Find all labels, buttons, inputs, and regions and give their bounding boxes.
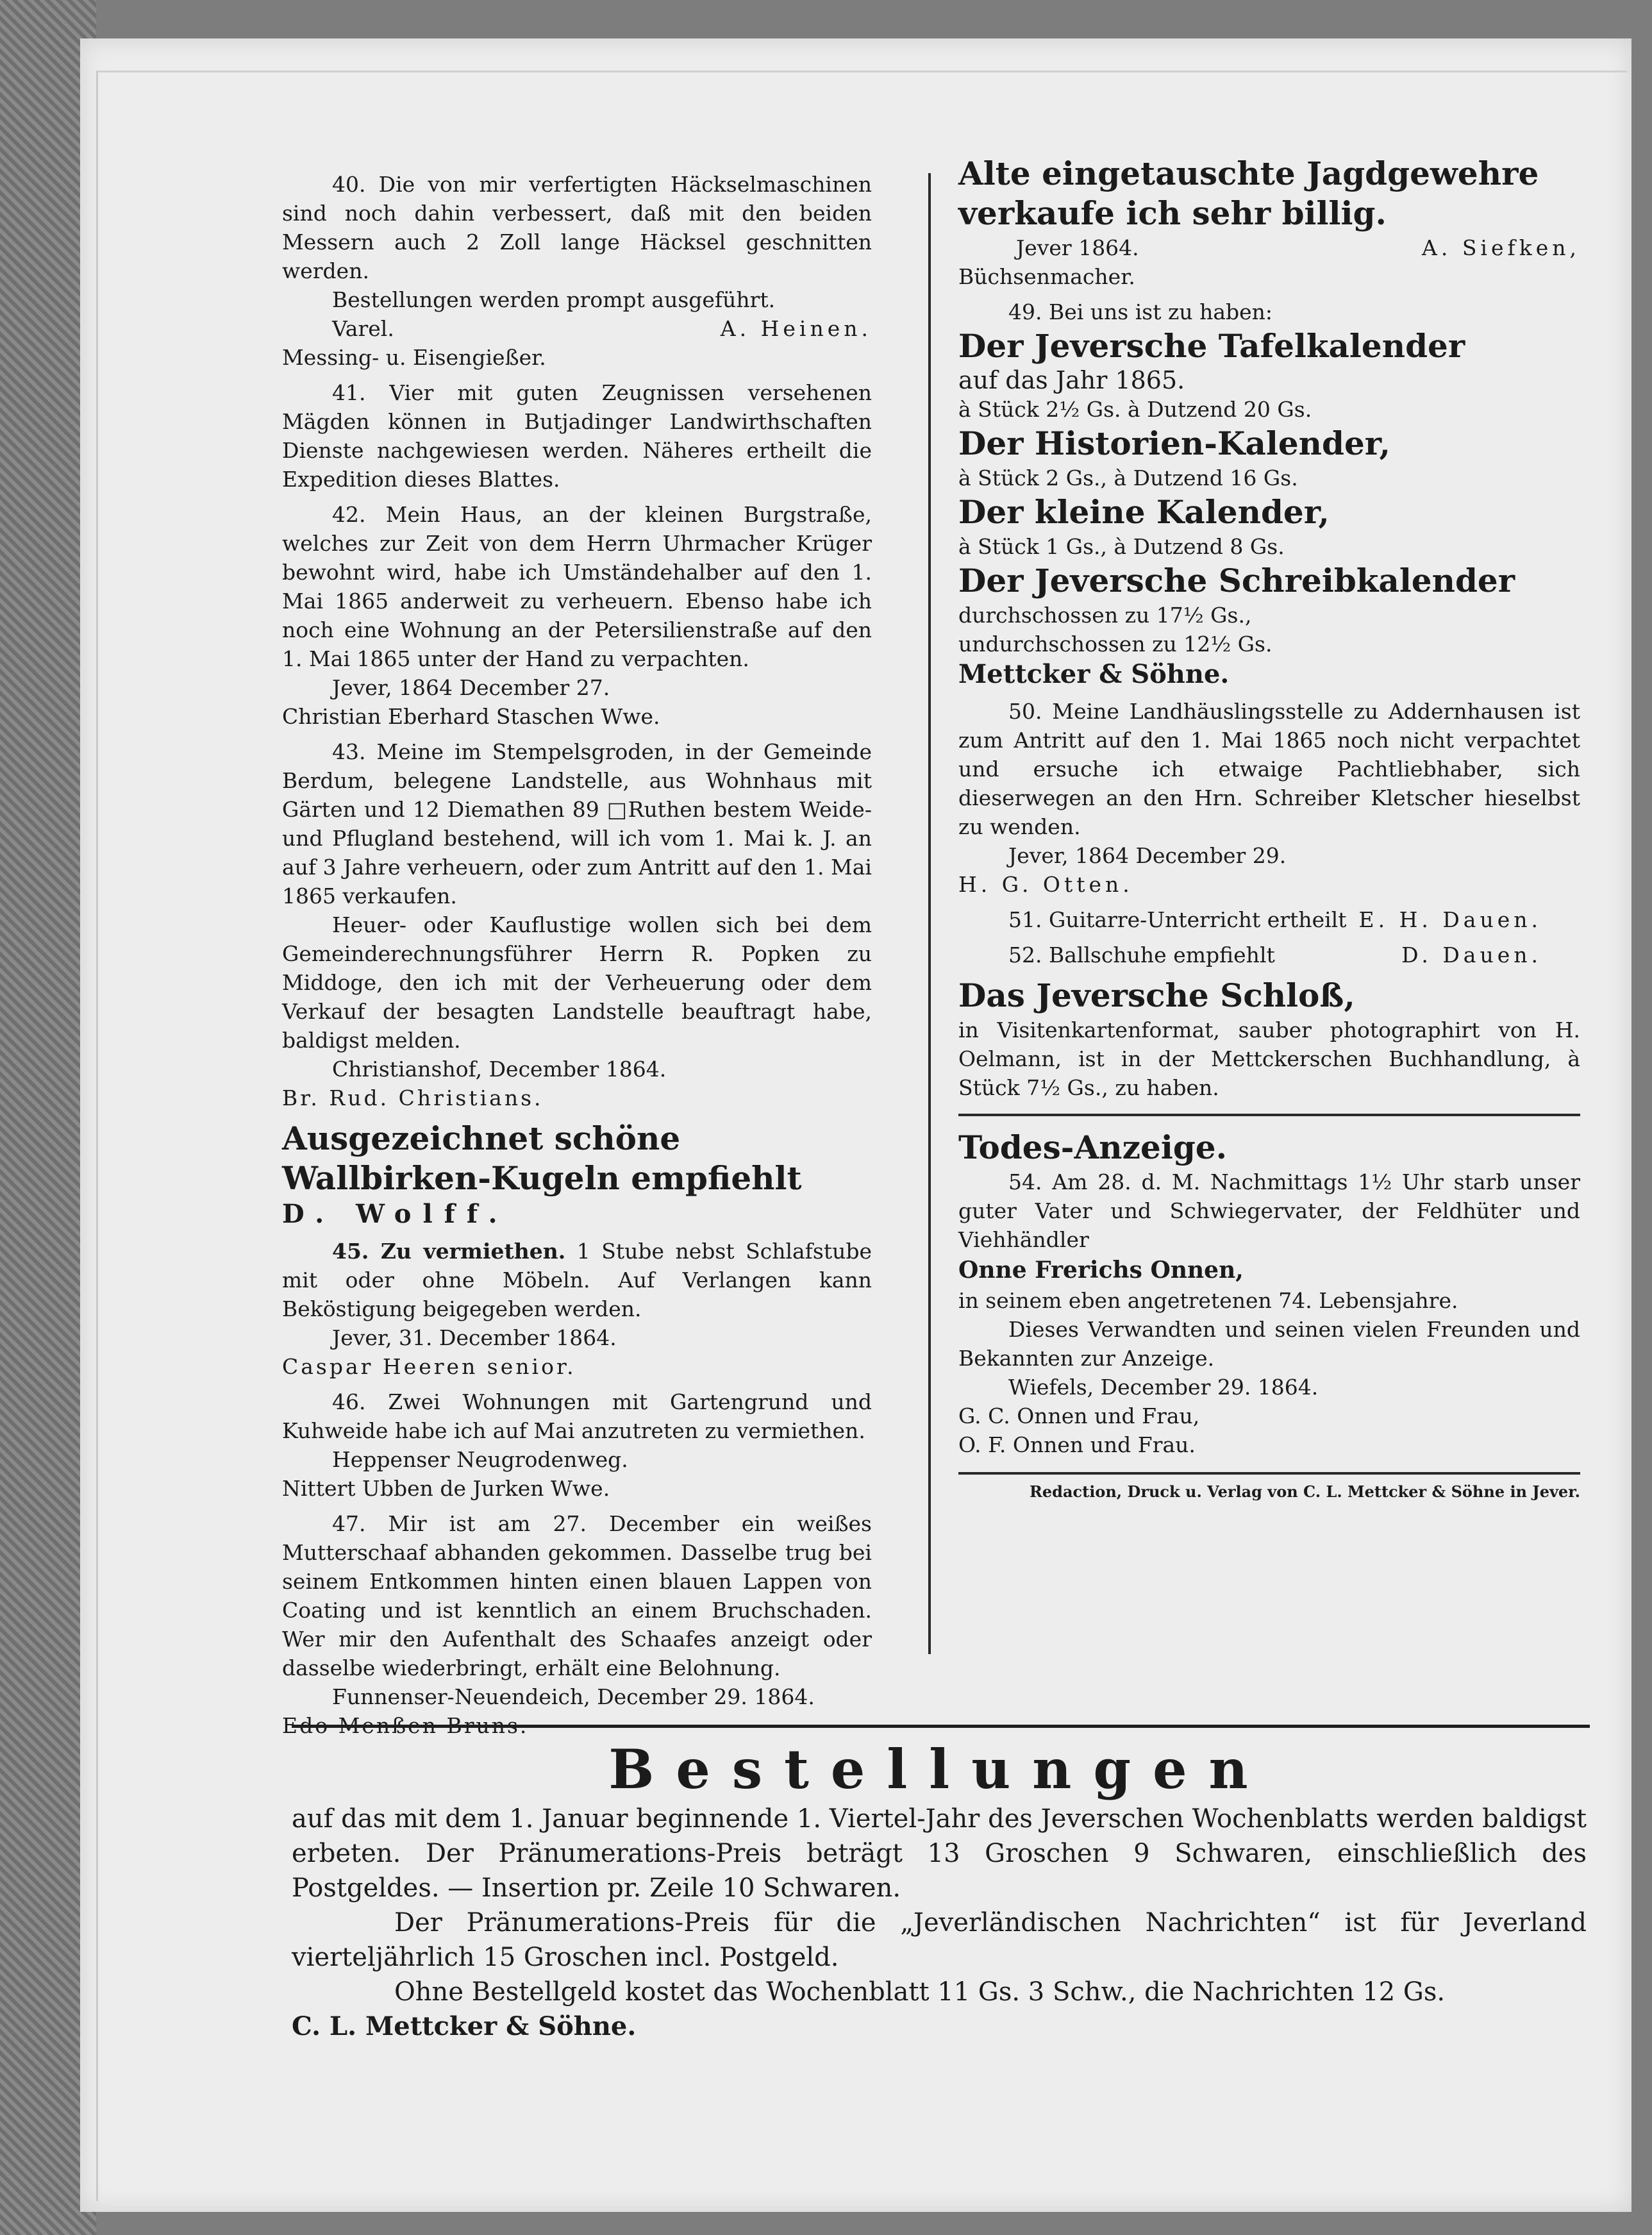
subscription-title: Bestellungen xyxy=(608,1737,1270,1801)
ad-47-text: 47. Mir ist am 27. December ein weißes Mutterschaaf abhanden gekommen. Dasselbe trug bei seinem Entkommen hinten einen blauen Lappen von Coating und ist kenntlich an einem Bruchschaden. Wer mir den Aufenthalt des Schaafes anzeigt oder dasselbe wiederbringt, erhält eine Belohnung. xyxy=(282,1511,872,1680)
calendar-2-title: Der Historien-Kalender, xyxy=(958,424,1390,462)
calendar-3-price: à Stück 1 Gs., à Dutzend 8 Gs. xyxy=(958,534,1285,559)
ad-43-signature: Br. Rud. Christians. xyxy=(282,1085,544,1110)
ad-45-signature: Caspar Heeren senior. xyxy=(282,1354,576,1379)
calendar-4-title: Der Jeversche Schreibkalender xyxy=(958,562,1515,599)
ad-50 xyxy=(958,697,1580,899)
ad-42 xyxy=(282,500,872,731)
ad-40-text: 40. Die von mir verfertigten Häckselmaschinen sind noch dahin verbessert, daß mit den beiden Messern auch 2 Zoll lange Häcksel geschnitten werden. xyxy=(282,172,872,283)
column-divider xyxy=(928,173,931,1654)
left-column xyxy=(282,170,872,1746)
ad-53 xyxy=(958,976,1580,1102)
ad-47-date: Funnenser-Neuendeich, December 29. 1864. xyxy=(332,1684,815,1709)
ad-44-headline: Ausgezeichnet schöne Wallbirken-Kugeln empfiehlt xyxy=(282,1119,802,1197)
calendar-4-price-1: durchschossen zu 17½ Gs., xyxy=(958,603,1252,628)
ad-48-place: Jever 1864. xyxy=(1016,235,1139,260)
ad-48-signature: A. Siefken, xyxy=(1422,235,1580,260)
ad-54-name: Onne Frerichs Onnen, xyxy=(958,1257,1244,1284)
ad-52-text: 52. Ballschuhe empfiehlt xyxy=(1008,942,1275,967)
calendar-3-title: Der kleine Kalender, xyxy=(958,493,1330,531)
ad-40-place: Varel. xyxy=(332,316,394,341)
death-notice-headline: Todes-Anzeige. xyxy=(958,1128,1228,1166)
ad-45-text: 1 Stube nebst Schlafstube mit oder ohne Möbeln. Auf Verlangen kann Beköstigung beigegeben werden. xyxy=(282,1239,872,1321)
ad-54 xyxy=(958,1128,1580,1459)
ad-45 xyxy=(282,1237,872,1381)
ad-52-signature: D. Dauen. xyxy=(1401,942,1542,967)
calendar-1-price: à Stück 2½ Gs. à Dutzend 20 Gs. xyxy=(958,397,1312,422)
ad-42-date: Jever, 1864 December 27. xyxy=(332,675,610,700)
ad-51-text: 51. Guitarre-Unterricht ertheilt xyxy=(1008,907,1347,932)
subscription-p3: Ohne Bestellgeld kostet das Wochenblatt 11 Gs. 3 Schw., die Nachrichten 12 Gs. xyxy=(394,1977,1446,2007)
ad-54-text3: Dieses Verwandten und seinen vielen Freunden und Bekannten zur Anzeige. xyxy=(958,1317,1580,1371)
ad-54-text2: in seinem eben angetretenen 74. Lebensjahre. xyxy=(958,1288,1458,1313)
ad-53-headline: Das Jeversche Schloß, xyxy=(958,976,1355,1014)
ad-54-text: 54. Am 28. d. M. Nachmittags 1½ Uhr starb unser guter Vater und Schwiegervater, der Feldhüter und Viehhändler xyxy=(958,1169,1580,1252)
ad-47-signature: Edo Menßen Bruns. xyxy=(282,1713,529,1738)
ad-53-text: in Visitenkartenformat, sauber photographirt von H. Oelmann, ist in der Mettckerschen Buchhandlung, à Stück 7½ Gs., zu haben. xyxy=(958,1017,1580,1100)
ad-40-signature-title: Messing- u. Eisengießer. xyxy=(282,345,546,370)
ad-54-date: Wiefels, December 29. 1864. xyxy=(1008,1375,1319,1400)
ad-46-text: 46. Zwei Wohnungen mit Gartengrund und Kuhweide habe ich auf Mai anzutreten zu vermiethen. xyxy=(282,1389,872,1443)
ad-46-signature: Nittert Ubben de Jurken Wwe. xyxy=(282,1476,610,1501)
ad-48-signature-title: Büchsenmacher. xyxy=(958,264,1135,289)
ad-49 xyxy=(958,297,1580,691)
ad-48-headline: Alte eingetauschte Jagdgewehre verkaufe ich sehr billig. xyxy=(958,155,1539,232)
ad-43-date: Christianshof, December 1864. xyxy=(332,1057,667,1082)
ad-43-text: 43. Meine im Stempelsgroden, in der Gemeinde Berdum, belegene Landstelle, aus Wohnhaus mit Gärten und 12 Diemathen 89 □Ruthen bestem Weide- und Pflugland bestehend, will ich vom 1. Mai k. J. an auf 3 Jahre verheuern, oder zum Antritt auf den 1. Mai 1865 verkaufen. xyxy=(282,739,872,908)
subscription-p2: Der Pränumerations-Preis für die „Jeverländischen Nachrichten“ ist für Jeverland vierteljährlich 15 Groschen incl. Postgeld. xyxy=(292,1908,1587,1972)
ad-49-intro: 49. Bei uns ist zu haben: xyxy=(1008,299,1273,324)
right-column xyxy=(958,154,1580,1503)
ad-50-signature: H. G. Otten. xyxy=(958,872,1133,897)
section-divider xyxy=(958,1114,1580,1116)
ad-43 xyxy=(282,737,872,1112)
calendar-2-price: à Stück 2 Gs., à Dutzend 16 Gs. xyxy=(958,465,1298,490)
imprint: Redaction, Druck u. Verlag von C. L. Mettcker & Söhne in Jever. xyxy=(958,1472,1580,1503)
ad-43-text2: Heuer- oder Kauflustige wollen sich bei dem Gemeinderechnungsführer Herrn R. Popken zu Middoge, den ich mit der Verheuerung oder dem Verkauf der besagten Landstelle beauftragt habe, baldigst melden. xyxy=(282,912,872,1053)
calendar-4-price-2: undurchschossen zu 12½ Gs. xyxy=(958,632,1272,657)
ad-40-line2: Bestellungen werden prompt ausgeführt. xyxy=(332,287,776,312)
ad-51-signature: E. H. Dauen. xyxy=(1358,907,1542,932)
ad-40-signature: A. Heinen. xyxy=(720,316,872,341)
calendar-1-year: auf das Jahr 1865. xyxy=(958,366,1185,394)
calendar-1-title: Der Jeversche Tafelkalender xyxy=(958,327,1465,365)
ad-48 xyxy=(958,154,1580,291)
ad-54-signature-2: O. F. Onnen und Frau. xyxy=(958,1432,1196,1457)
ad-46 xyxy=(282,1387,872,1503)
ad-47 xyxy=(282,1509,872,1740)
ad-46-place: Heppenser Neugrodenweg. xyxy=(332,1447,628,1472)
ad-42-signature: Christian Eberhard Staschen Wwe. xyxy=(282,704,660,729)
ad-50-date: Jever, 1864 December 29. xyxy=(1008,843,1287,868)
ad-50-text: 50. Meine Landhäuslingsstelle zu Addernhausen ist zum Antritt auf den 1. Mai 1865 noch nicht verpachtet und ersuche ich etwaige Pachtliebhaber, sich dieserwegen an den Hrn. Schreiber Kletscher hieselbst zu wenden. xyxy=(958,699,1580,839)
ad-40 xyxy=(282,170,872,372)
subscription-p1: auf das mit dem 1. Januar beginnende 1. Viertel-Jahr des Jeverschen Wochenblatts werden baldigst erbeten. Der Pränumerations-Preis beträgt 13 Groschen 9 Schwaren, einschließlich des Postgeldes. — Insertion pr. Zeile 10 Schwaren. xyxy=(292,1804,1587,1903)
ad-42-text: 42. Mein Haus, an der kleinen Burgstraße, welches zur Zeit von dem Herrn Uhrmacher Krüger bewohnt wird, habe ich Umständehalber auf den 1. Mai 1865 anderweit zu verheuern. Ebenso habe ich noch eine Wohnung an der Petersilienstraße auf den 1. Mai 1865 unter der Hand zu verpachten. xyxy=(282,502,872,671)
ad-44-signature: D. Wolff. xyxy=(282,1199,509,1229)
ad-45-date: Jever, 31. December 1864. xyxy=(332,1325,617,1350)
ad-45-lead: 45. Zu vermiethen. xyxy=(332,1239,566,1264)
ad-41 xyxy=(282,378,872,494)
ad-54-signature-1: G. C. Onnen und Frau, xyxy=(958,1403,1200,1428)
subscription-signature: C. L. Mettcker & Söhne. xyxy=(292,2011,637,2041)
ad-41-text: 41. Vier mit guten Zeugnissen versehenen Mägden können in Butjadinger Landwirthschaften Dienste nachgewiesen werden. Näheres ertheilt die Expedition dieses Blattes. xyxy=(282,380,872,492)
ad-44 xyxy=(282,1119,872,1230)
ad-49-signature: Mettcker & Söhne. xyxy=(958,659,1230,689)
subscription-notice xyxy=(292,1725,1587,2044)
